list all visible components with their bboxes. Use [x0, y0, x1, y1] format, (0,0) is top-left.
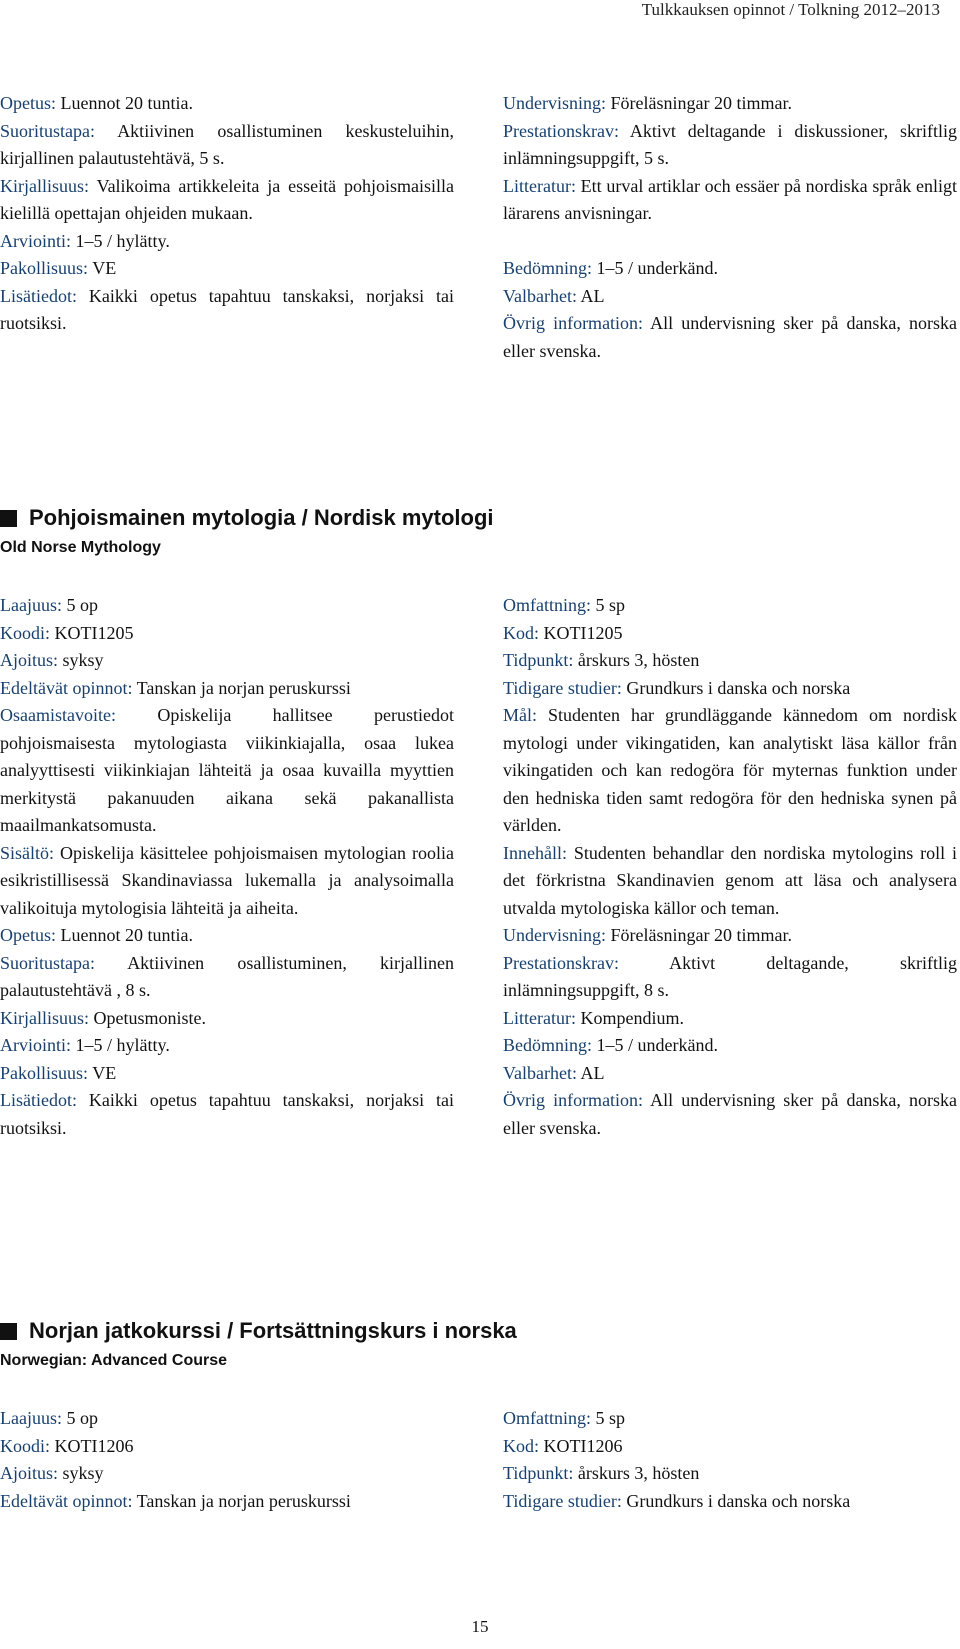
koodi-line — [0, 1433, 454, 1461]
arviointi-label: Arviointi: — [0, 230, 71, 251]
lisatiedot-label: Lisätiedot: — [0, 1090, 77, 1110]
tidigare-label: Tidigare studier: — [503, 677, 622, 698]
section3-swedish-column — [503, 1405, 957, 1515]
suoritustapa-label: Suoritustapa: — [0, 952, 95, 973]
kirjallisuus-value: Opetusmoniste. — [93, 1007, 206, 1028]
omfattning-value: 5 sp — [595, 1408, 626, 1428]
ajoitus-line — [0, 1460, 454, 1488]
valbarhet-line — [503, 1060, 957, 1088]
ajoitus-line — [0, 647, 454, 675]
section2-swedish-column — [503, 592, 957, 1142]
bedomning-value: 1–5 / underkänd. — [596, 1035, 718, 1055]
ajoitus-label: Ajoitus: — [0, 1463, 59, 1483]
kirjallisuus-label: Kirjallisuus: — [0, 175, 89, 196]
undervisning-label: Undervisning: — [503, 925, 606, 945]
opetus-value: Luennot 20 tuntia. — [60, 925, 193, 945]
valbarhet-line — [503, 283, 957, 311]
section-title-text: Norjan jatkokurssi / Fortsättningskurs i norska — [29, 1318, 517, 1343]
kirjallisuus-label: Kirjallisuus: — [0, 1007, 89, 1028]
tidpunkt-line — [503, 1460, 957, 1488]
innehall-label: Innehåll: — [503, 842, 567, 863]
edeltavat-label: Edeltävät opinnot: — [0, 1490, 133, 1511]
suoritustapa-label: Suoritustapa: — [0, 120, 95, 141]
bedomning-line — [503, 1032, 957, 1060]
laajuus-line — [0, 592, 454, 620]
lisatiedot-value: Kaikki opetus tapahtuu tanskaksi, norjaksi tai ruotsiksi. — [0, 285, 455, 333]
tidigare-line — [503, 1488, 957, 1516]
kod-value: KOTI1206 — [543, 1435, 623, 1456]
ajoitus-value: syksy — [62, 1463, 104, 1483]
kod-label: Kod: — [503, 622, 539, 643]
page-number: 15 — [471, 1617, 489, 1636]
pakollisuus-label: Pakollisuus: — [0, 1062, 89, 1083]
omfattning-value: 5 sp — [595, 595, 626, 615]
ovrig-label: Övrig information: — [503, 1090, 644, 1110]
mal-value: Studenten har grundläggande kännedom om nordisk mytologi under vikingatiden, kan analytiskt läsa källor från vikingatiden och kan redogöra för myternas funktion under den hedniska tiden samt redogöra för den hedniska synen på världen. — [503, 705, 957, 835]
arviointi-line — [0, 228, 454, 256]
mal-line — [503, 702, 957, 840]
kirjallisuus-line — [0, 173, 454, 228]
kod-value: KOTI1205 — [543, 622, 623, 643]
laajuus-value: 5 op — [66, 1408, 98, 1428]
laajuus-line — [0, 1405, 454, 1433]
pakollisuus-line — [0, 255, 454, 283]
prestationskrav-line — [503, 118, 957, 173]
valbarhet-label: Valbarhet: — [503, 1062, 577, 1083]
tidpunkt-value: årskurs 3, hösten — [577, 1463, 700, 1483]
running-header: Tulkkauksen opinnot / Tolkning 2012–2013 — [641, 0, 940, 19]
litteratur-value: Ett urval artiklar och essäer på nordiska språk enligt lärarens anvisningar. — [503, 175, 957, 223]
sisalto-label: Sisältö: — [0, 842, 55, 863]
black-square-bullet-icon — [0, 510, 17, 527]
section2-finnish-column — [0, 592, 454, 1142]
section-subtitle-mythology: Old Norse Mythology — [0, 539, 161, 556]
edeltavat-value: Tanskan ja norjan peruskurssi — [136, 677, 351, 698]
tidigare-label: Tidigare studier: — [503, 1490, 622, 1511]
arviointi-value: 1–5 / hylätty. — [75, 230, 170, 251]
section-title-norwegian — [0, 1318, 517, 1344]
tidigare-value: Grundkurs i danska och norska — [626, 1490, 851, 1511]
section3-finnish-column — [0, 1405, 454, 1515]
arviointi-value: 1–5 / hylätty. — [75, 1035, 170, 1055]
undervisning-value: Föreläsningar 20 timmar. — [610, 93, 792, 113]
koodi-value: KOTI1206 — [54, 1435, 134, 1456]
lisatiedot-value: Kaikki opetus tapahtuu tanskaksi, norjaksi tai ruotsiksi. — [0, 1090, 455, 1138]
undervisning-line — [503, 90, 957, 118]
tidpunkt-label: Tidpunkt: — [503, 650, 574, 670]
tidpunkt-label: Tidpunkt: — [503, 1463, 574, 1483]
litteratur-line — [503, 1005, 957, 1033]
koodi-value: KOTI1205 — [54, 622, 134, 643]
opetus-label: Opetus: — [0, 925, 56, 945]
laajuus-label: Laajuus: — [0, 595, 62, 615]
pakollisuus-line — [0, 1060, 454, 1088]
suoritustapa-line — [0, 950, 454, 1005]
lisatiedot-label: Lisätiedot: — [0, 285, 77, 306]
black-square-bullet-icon — [0, 1323, 17, 1340]
block1-finnish-column — [0, 90, 454, 338]
omfattning-label: Omfattning: — [503, 595, 591, 615]
valbarhet-label: Valbarhet: — [503, 285, 577, 306]
opetus-line — [0, 922, 454, 950]
prestationskrav-line — [503, 950, 957, 1005]
tidpunkt-value: årskurs 3, hösten — [577, 650, 700, 670]
kod-line — [503, 1433, 957, 1461]
tidigare-line — [503, 675, 957, 703]
kod-label: Kod: — [503, 1435, 539, 1456]
edeltavat-line — [0, 1488, 454, 1516]
litteratur-label: Litteratur: — [503, 1007, 576, 1028]
prestationskrav-label: Prestationskrav: — [503, 120, 619, 141]
bedomning-line — [503, 255, 957, 283]
osaamistavoite-value: Opiskelija hallitsee perustiedot pohjoismaisesta mytologiasta viikinkiajalla, osaa lukea analyyttisesti viikinkiajan lähteitä ja osaa kuvailla myyttien merkitystä pakanuuden aikana sekä pakanallista maailmankatsomusta. — [0, 705, 454, 835]
opetus-line — [0, 90, 454, 118]
bedomning-label: Bedömning: — [503, 258, 592, 278]
litteratur-label: Litteratur: — [503, 175, 576, 196]
kod-line — [503, 620, 957, 648]
prestationskrav-label: Prestationskrav: — [503, 952, 619, 973]
omfattning-label: Omfattning: — [503, 1408, 591, 1428]
opetus-label: Opetus: — [0, 93, 56, 113]
koodi-label: Koodi: — [0, 622, 51, 643]
tidpunkt-line — [503, 647, 957, 675]
pakollisuus-label: Pakollisuus: — [0, 258, 89, 278]
section-title-mythology — [0, 505, 494, 531]
innehall-line — [503, 840, 957, 923]
koodi-line — [0, 620, 454, 648]
block1-swedish-column — [503, 90, 957, 365]
edeltavat-line — [0, 675, 454, 703]
bedomning-label: Bedömning: — [503, 1035, 592, 1055]
kirjallisuus-value: Valikoima artikkeleita ja esseitä pohjoismaisilla kielillä opettajan ohjeiden mukaan. — [0, 175, 454, 223]
section-title-text: Pohjoismainen mytologia / Nordisk mytologi — [29, 505, 494, 530]
ovrig-line — [503, 310, 957, 365]
pakollisuus-value: VE — [92, 1062, 117, 1083]
edeltavat-value: Tanskan ja norjan peruskurssi — [136, 1490, 351, 1511]
ovrig-line — [503, 1087, 957, 1142]
undervisning-value: Föreläsningar 20 timmar. — [610, 925, 792, 945]
tidigare-value: Grundkurs i danska och norska — [626, 677, 851, 698]
osaamistavoite-line — [0, 702, 454, 840]
prestationskrav-value: Aktivt deltagande, skriftlig inlämningsuppgift, 8 s. — [503, 952, 957, 1000]
litteratur-value: Kompendium. — [580, 1007, 684, 1028]
pakollisuus-value: VE — [92, 258, 117, 278]
suoritustapa-value: Aktiivinen osallistuminen keskusteluihin, kirjallinen palautustehtävä, 5 s. — [0, 120, 454, 168]
omfattning-line — [503, 592, 957, 620]
bedomning-value: 1–5 / underkänd. — [596, 258, 718, 278]
osaamistavoite-label: Osaamistavoite: — [0, 705, 116, 725]
ajoitus-label: Ajoitus: — [0, 650, 59, 670]
koodi-label: Koodi: — [0, 1435, 51, 1456]
kirjallisuus-line — [0, 1005, 454, 1033]
arviointi-line — [0, 1032, 454, 1060]
ovrig-value: All undervisning sker på danska, norska eller svenska. — [503, 1090, 957, 1138]
suoritustapa-value: Aktiivinen osallistuminen, kirjallinen palautustehtävä , 8 s. — [0, 952, 454, 1000]
undervisning-line — [503, 922, 957, 950]
ajoitus-value: syksy — [62, 650, 104, 670]
lisatiedot-line — [0, 283, 454, 338]
innehall-value: Studenten behandlar den nordiska mytologins roll i det förkristna Skandinavien genom att läsa och analysera utvalda mytologiska källor och teman. — [503, 842, 957, 918]
valbarhet-value: AL — [580, 285, 605, 306]
prestationskrav-value: Aktivt deltagande i diskussioner, skriftlig inlämningsuppgift, 5 s. — [503, 120, 957, 168]
mal-label: Mål: — [503, 705, 537, 725]
valbarhet-value: AL — [580, 1062, 605, 1083]
ovrig-value: All undervisning sker på danska, norska eller svenska. — [503, 313, 957, 361]
undervisning-label: Undervisning: — [503, 93, 606, 113]
section-subtitle-norwegian: Norwegian: Advanced Course — [0, 1352, 228, 1369]
edeltavat-label: Edeltävät opinnot: — [0, 677, 133, 698]
sisalto-line — [0, 840, 454, 923]
laajuus-label: Laajuus: — [0, 1408, 62, 1428]
ovrig-label: Övrig information: — [503, 313, 644, 333]
sisalto-value: Opiskelija käsittelee pohjoismaisen mytologian roolia esikristillisessä Skandinaviassa lukemalla ja analysoimalla valikoituja mytologisia lähteitä ja aiheita. — [0, 842, 454, 918]
arviointi-label: Arviointi: — [0, 1035, 71, 1055]
suoritustapa-line — [0, 118, 454, 173]
omfattning-line — [503, 1405, 957, 1433]
opetus-value: Luennot 20 tuntia. — [60, 93, 193, 113]
lisatiedot-line — [0, 1087, 454, 1142]
laajuus-value: 5 op — [66, 595, 98, 615]
litteratur-line — [503, 173, 957, 228]
